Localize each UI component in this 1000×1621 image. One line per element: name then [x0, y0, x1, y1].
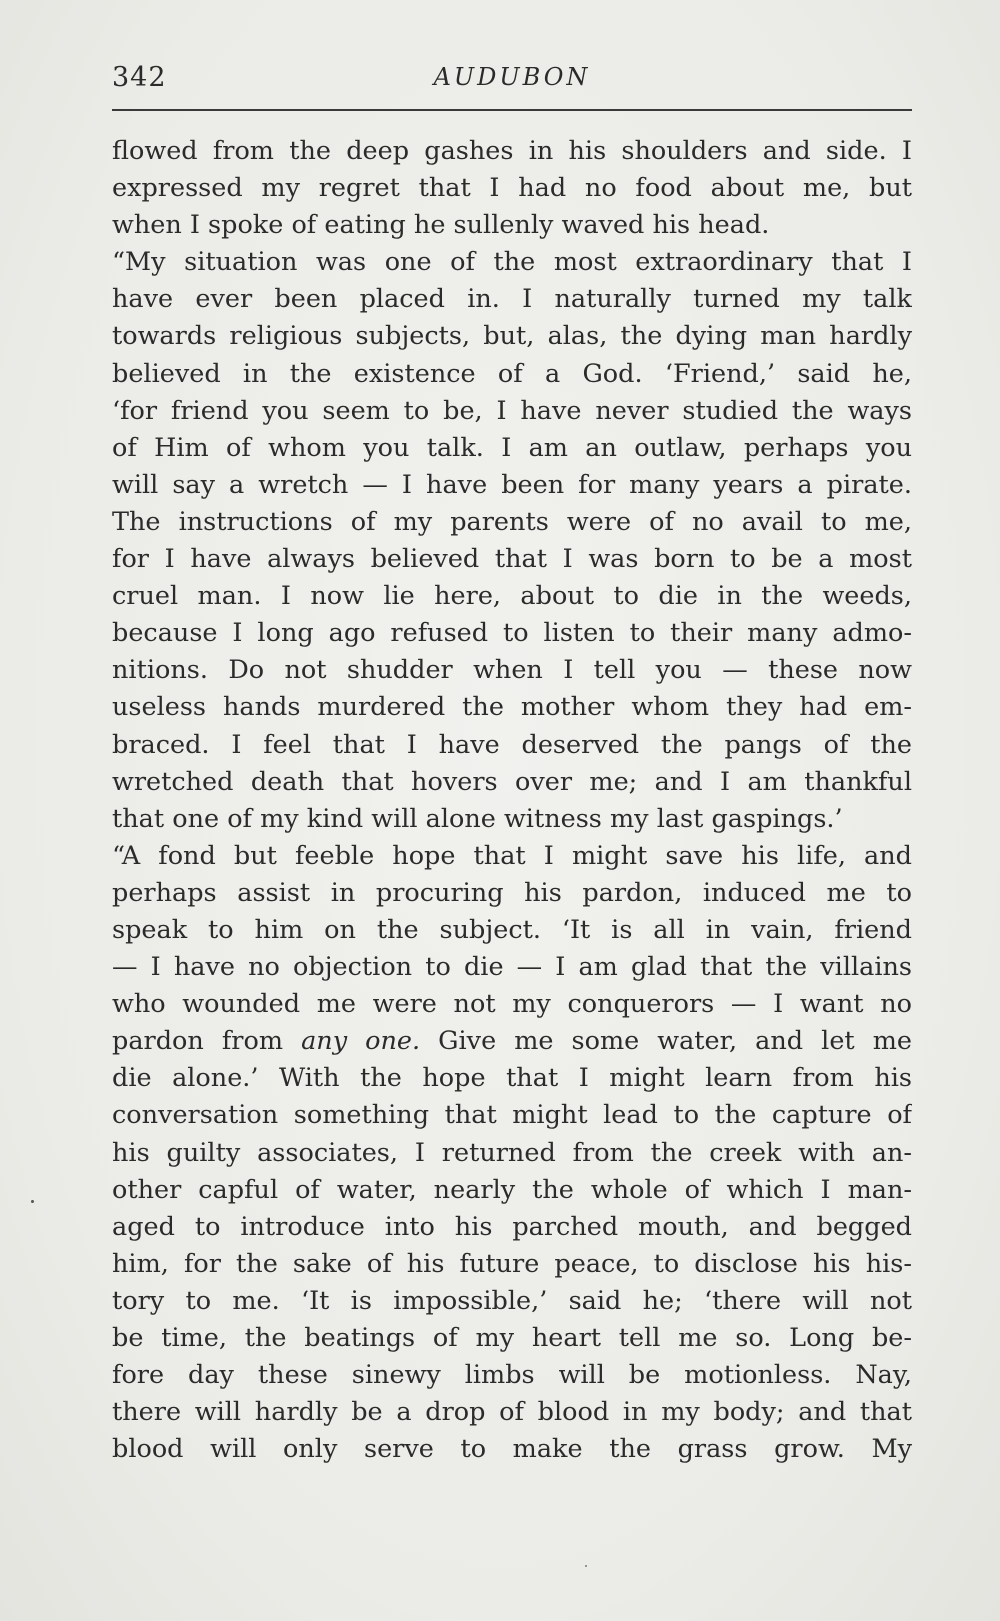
italic-text: any one. [301, 1026, 421, 1057]
text-line [112, 1320, 912, 1357]
text-line [112, 467, 912, 504]
line-text: believed in the existence of a God. ‘Friend,’ said he, [112, 358, 912, 389]
line-text: ‘for friend you seem to be, I have never studied the ways [112, 395, 912, 426]
line-text: conversation something that might lead to the capture of [112, 1100, 912, 1131]
text-line [112, 764, 912, 801]
line-text: tory to me. ‘It is impossible,’ said he; ‘there will not [112, 1285, 912, 1316]
text-line [112, 689, 912, 726]
text-line [112, 393, 912, 430]
text-line [112, 1023, 912, 1060]
line-text: his guilty associates, I returned from the creek with an- [112, 1137, 912, 1168]
page-header [112, 58, 912, 98]
line-text: be time, the beatings of my heart tell me so. Long be- [112, 1323, 912, 1353]
text-line [112, 652, 912, 689]
line-text: The instructions of my parents were of no avail to me, [112, 506, 912, 537]
line-text: pardon from [112, 1026, 302, 1057]
line-text: Give me some water, and let me [420, 1026, 912, 1057]
line-text: die alone.’ With the hope that I might learn from his [112, 1063, 912, 1094]
line-text: “My situation was one of the most extraordinary that I [112, 247, 912, 278]
line-text: cruel man. I now lie here, about to die in the weeds, [112, 581, 912, 612]
line-text: fore day these sinewy limbs will be motionless. Nay, [112, 1360, 912, 1391]
text-line [112, 986, 912, 1023]
text-line [112, 1135, 912, 1172]
line-text: speak to him on the subject. ‘It is all in vain, friend [112, 914, 912, 945]
text-line [112, 170, 912, 207]
page-speck [585, 1565, 587, 1567]
running-head: AUDUBON [433, 63, 591, 91]
line-text: that one of my kind will alone witness my last gaspings.’ [112, 803, 843, 834]
text-line [112, 949, 912, 986]
line-text: will say a wretch — I have been for many years a pirate. [112, 469, 912, 500]
text-line [112, 318, 912, 355]
text-line [112, 207, 912, 244]
text-line [112, 838, 912, 875]
text-line [112, 727, 912, 764]
text-line [112, 801, 912, 838]
line-text: useless hands murdered the mother whom they had em- [112, 692, 912, 723]
text-line [112, 875, 912, 912]
header-rule [112, 109, 912, 111]
text-line [112, 1357, 912, 1394]
text-line [112, 1246, 912, 1283]
text-line [112, 504, 912, 541]
line-text: there will hardly be a drop of blood in my body; and that [112, 1397, 912, 1428]
line-text: flowed from the deep gashes in his shoulders and side. I [112, 136, 912, 166]
line-text: perhaps assist in procuring his pardon, induced me to [112, 877, 912, 908]
line-text: aged to introduce into his parched mouth, and begged [112, 1211, 912, 1242]
text-line [112, 1209, 912, 1246]
text-line [112, 1097, 912, 1134]
text-line [112, 133, 912, 170]
line-text: other capful of water, nearly the whole of which I man- [112, 1174, 912, 1205]
line-text: who wounded me were not my conquerors — I want no [112, 989, 912, 1020]
text-line [112, 1431, 912, 1468]
line-text: expressed my regret that I had no food about me, but [112, 173, 912, 204]
body-text [112, 133, 912, 1468]
line-text: when I spoke of eating he sullenly waved his head. [112, 210, 770, 241]
text-line [112, 1394, 912, 1431]
text-line [112, 244, 912, 281]
text-line [112, 912, 912, 949]
text-line [112, 356, 912, 393]
page-speck [31, 1200, 34, 1203]
line-text: braced. I feel that I have deserved the pangs of the [112, 729, 912, 760]
line-text: have ever been placed in. I naturally turned my talk [112, 284, 912, 315]
line-text: nitions. Do not shudder when I tell you — these now [112, 655, 912, 686]
text-line [112, 578, 912, 615]
line-text: — I have no objection to die — I am glad that the villains [112, 952, 912, 983]
text-line [112, 1060, 912, 1097]
line-text: blood will only serve to make the grass grow. My [112, 1434, 912, 1465]
text-line [112, 1172, 912, 1209]
text-line [112, 541, 912, 578]
text-line [112, 1283, 912, 1320]
line-text: him, for the sake of his future peace, to disclose his his- [112, 1248, 912, 1279]
line-text: wretched death that hovers over me; and I am thankful [112, 766, 912, 797]
line-text: towards religious subjects, but, alas, the dying man hardly [112, 321, 912, 352]
line-text: for I have always believed that I was born to be a most [112, 544, 912, 575]
text-line [112, 430, 912, 467]
line-text: “A fond but feeble hope that I might save his life, and [112, 840, 912, 871]
line-text: because I long ago refused to listen to their many admo- [112, 618, 912, 649]
line-text: of Him of whom you talk. I am an outlaw, perhaps you [112, 432, 912, 463]
text-line [112, 281, 912, 318]
page-number: 342 [112, 62, 167, 93]
text-line [112, 615, 912, 652]
